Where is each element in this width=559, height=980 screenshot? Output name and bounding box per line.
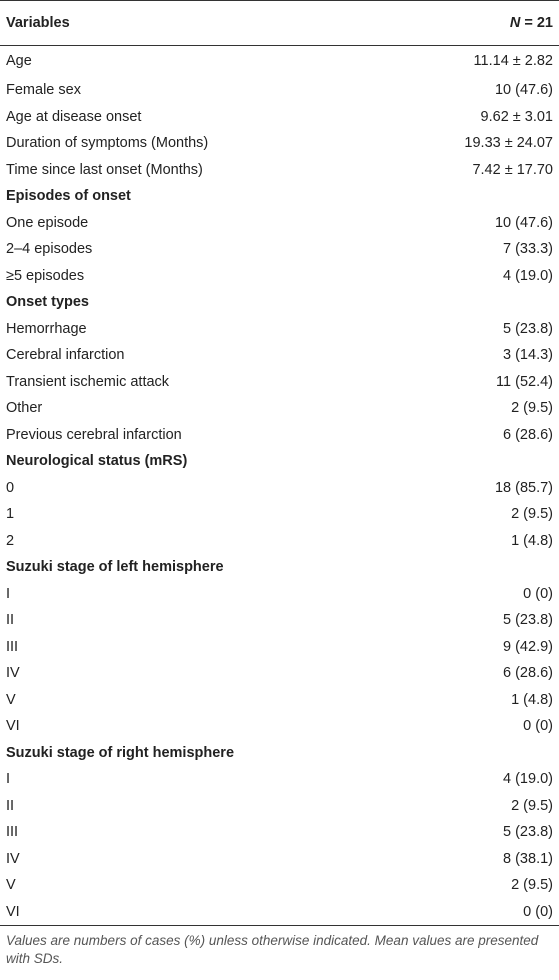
row-value xyxy=(400,183,559,210)
table-row xyxy=(0,263,559,290)
table-row xyxy=(0,501,559,528)
header-row xyxy=(0,1,559,45)
row-value: 11.14 ± 2.82 xyxy=(473,53,553,70)
table-row xyxy=(0,475,559,502)
section-header-row xyxy=(0,289,559,316)
row-value: 10 (47.6) xyxy=(494,214,553,231)
row-value xyxy=(400,289,559,316)
row-value: 9.62 ± 3.01 xyxy=(480,108,553,125)
row-label: Age at disease onset xyxy=(6,108,142,125)
row-label: ≥5 episodes xyxy=(6,267,85,284)
row-value: 7 (33.3) xyxy=(503,241,553,258)
section-label: Onset types xyxy=(6,294,89,311)
row-label: Age xyxy=(6,53,32,70)
table-row xyxy=(0,236,559,263)
row-label: V xyxy=(6,691,16,708)
table-footnote: Values are numbers of cases (%) unless otherwise indicated. Mean values are presented with SDs. xyxy=(6,932,539,966)
row-value: 2 (9.5) xyxy=(511,877,553,894)
row-value: 7.42 ± 17.70 xyxy=(472,161,553,178)
patient-characteristics-table xyxy=(0,1,559,926)
row-value xyxy=(400,554,559,581)
section-label: Suzuki stage of right hemisphere xyxy=(6,744,235,761)
row-value xyxy=(400,740,559,767)
table-row xyxy=(0,45,559,77)
row-value: 6 (28.6) xyxy=(503,665,553,682)
table-row xyxy=(0,872,559,899)
row-value: 0 (0) xyxy=(523,585,553,602)
row-value: 2 (9.5) xyxy=(511,506,553,523)
row-value: 2 (9.5) xyxy=(511,400,553,417)
table-row xyxy=(0,713,559,740)
row-label: Time since last onset (Months) xyxy=(6,161,203,178)
table-row xyxy=(0,793,559,820)
table-row xyxy=(0,819,559,846)
table-row xyxy=(0,607,559,634)
row-value: 6 (28.6) xyxy=(503,426,553,443)
row-value: 0 (0) xyxy=(523,718,553,735)
table-row xyxy=(0,846,559,873)
row-label: 2–4 episodes xyxy=(6,241,93,258)
row-label: I xyxy=(6,585,11,602)
row-label: III xyxy=(6,824,19,841)
row-value: 10 (47.6) xyxy=(494,82,553,99)
row-label: 1 xyxy=(6,506,15,523)
table-row xyxy=(0,766,559,793)
row-value: 5 (23.8) xyxy=(503,320,553,337)
row-label: IV xyxy=(6,850,20,867)
row-value: 4 (19.0) xyxy=(503,267,553,284)
table-row xyxy=(0,104,559,131)
row-label: IV xyxy=(6,665,20,682)
row-label: Other xyxy=(6,400,43,417)
table-row xyxy=(0,395,559,422)
row-label: II xyxy=(6,612,15,629)
table-row xyxy=(0,77,559,104)
table-row xyxy=(0,687,559,714)
row-value: 2 (9.5) xyxy=(511,797,553,814)
table-body xyxy=(0,45,559,925)
row-label: VI xyxy=(6,718,20,735)
row-label: II xyxy=(6,797,15,814)
row-label: One episode xyxy=(6,214,89,231)
row-value: 1 (4.8) xyxy=(511,691,553,708)
row-label: Previous cerebral infarction xyxy=(6,426,182,443)
table-row xyxy=(0,660,559,687)
row-value: 9 (42.9) xyxy=(503,638,553,655)
row-value: 4 (19.0) xyxy=(503,771,553,788)
row-label: 0 xyxy=(6,479,15,496)
section-label: Neurological status (mRS) xyxy=(6,453,188,470)
row-label: Transient ischemic attack xyxy=(6,373,170,390)
table-row xyxy=(0,581,559,608)
section-header-row xyxy=(0,183,559,210)
table-row xyxy=(0,422,559,449)
row-label: Hemorrhage xyxy=(6,320,87,337)
row-value: 1 (4.8) xyxy=(511,532,553,549)
table-row xyxy=(0,157,559,184)
section-header-row xyxy=(0,554,559,581)
header-n xyxy=(400,1,559,45)
row-label: Female sex xyxy=(6,82,81,99)
row-label: Duration of symptoms (Months) xyxy=(6,135,209,152)
section-header-row xyxy=(0,448,559,475)
table-row xyxy=(0,316,559,343)
table-row xyxy=(0,130,559,157)
row-label: VI xyxy=(0,899,400,926)
row-value: 18 (85.7) xyxy=(494,479,553,496)
row-value: 3 (14.3) xyxy=(503,347,553,364)
row-value: 19.33 ± 24.07 xyxy=(464,135,553,152)
row-value: 11 (52.4) xyxy=(496,373,553,390)
row-label: I xyxy=(6,771,11,788)
row-value: 5 (23.8) xyxy=(503,612,553,629)
table-row xyxy=(0,528,559,555)
row-label: V xyxy=(6,877,16,894)
row-label: 2 xyxy=(6,532,15,549)
row-label: III xyxy=(6,638,19,655)
header-n-value: = 21 xyxy=(520,14,553,31)
row-value: 8 (38.1) xyxy=(503,850,553,867)
header-n-symbol: N xyxy=(509,14,521,31)
section-label: Suzuki stage of left hemisphere xyxy=(6,559,224,576)
table-row xyxy=(0,369,559,396)
row-label: Cerebral infarction xyxy=(6,347,125,364)
header-variables: Variables xyxy=(0,1,400,45)
section-header-row xyxy=(0,740,559,767)
row-value: 0 (0) xyxy=(400,899,559,926)
row-value xyxy=(400,448,559,475)
section-label: Episodes of onset xyxy=(6,188,131,205)
table-row xyxy=(0,899,559,926)
row-value: 5 (23.8) xyxy=(503,824,553,841)
table-row xyxy=(0,342,559,369)
table-row xyxy=(0,210,559,237)
table-row xyxy=(0,634,559,661)
